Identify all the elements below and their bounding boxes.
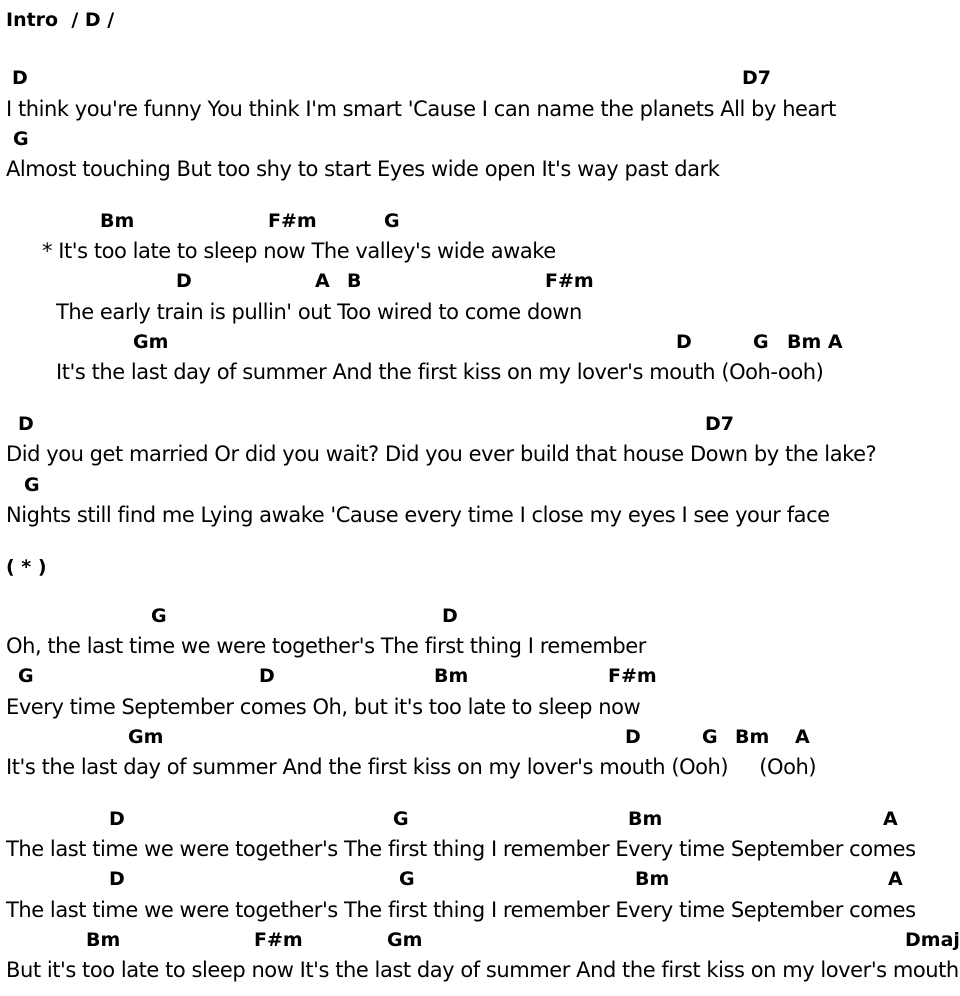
chord: Gm <box>133 331 169 353</box>
chord: G <box>151 605 167 627</box>
chord: G <box>18 665 34 687</box>
chord: D <box>442 605 458 627</box>
chord: D <box>259 665 275 687</box>
chord: B <box>347 270 362 292</box>
chord: Bm <box>628 808 663 830</box>
lyric-line: * It's too late to sleep now The valley's wide awake <box>42 239 556 263</box>
chord: Bm <box>635 868 670 890</box>
chord: D <box>676 331 692 353</box>
chord: Gm <box>128 726 164 748</box>
chord: D <box>18 413 34 435</box>
chord: F#m <box>268 210 317 232</box>
chord: A <box>883 808 898 830</box>
chord: D <box>176 270 192 292</box>
chord: F#m <box>608 665 657 687</box>
lyric-line: Oh, the last time we were together's The first thing I remember <box>6 634 646 658</box>
chord: G <box>384 210 400 232</box>
chord: G <box>393 808 409 830</box>
chord: D7 <box>742 67 771 89</box>
lyric-line: The early train is pullin' out Too wired to come down <box>56 300 582 324</box>
lyric-line: The last time we were together's The first thing I remember Every time September comes <box>6 898 916 922</box>
chord: G <box>13 128 29 150</box>
lyric-line: I think you're funny You think I'm smart 'Cause I can name the planets All by heart <box>6 97 836 121</box>
chord: Bm <box>735 726 770 748</box>
lyric-line: The last time we were together's The first thing I remember Every time September comes <box>6 837 916 861</box>
chord: G <box>24 474 40 496</box>
chord: A <box>888 868 903 890</box>
lyric-line: Every time September comes Oh, but it's too late to sleep now <box>6 695 641 719</box>
chorus-repeat-marker: ( * ) <box>6 556 47 578</box>
chord: Bm <box>86 929 121 951</box>
chord: F#m <box>545 270 594 292</box>
chord: Gm <box>387 929 423 951</box>
chord: D <box>12 67 28 89</box>
chord: G <box>702 726 718 748</box>
chord: D7 <box>705 413 734 435</box>
chord: Bm A <box>787 331 843 353</box>
chord: Bm <box>100 210 135 232</box>
chord: A <box>315 270 330 292</box>
lyric-line: But it's too late to sleep now It's the last day of summer And the first kiss on my lover's mouth <box>6 958 959 982</box>
chord: A <box>795 726 810 748</box>
chord: D <box>625 726 641 748</box>
chord: G <box>399 868 415 890</box>
lyric-line: It's the last day of summer And the first kiss on my lover's mouth (Ooh) (Ooh) <box>6 755 817 779</box>
chord: D <box>109 868 125 890</box>
chord: Dmaj <box>905 929 960 951</box>
intro-heading: Intro / D / <box>6 9 115 31</box>
chord: Bm <box>434 665 469 687</box>
lyric-line: Did you get married Or did you wait? Did you ever build that house Down by the lake? <box>6 442 877 466</box>
chord: F#m <box>254 929 303 951</box>
lyric-line: It's the last day of summer And the first kiss on my lover's mouth (Ooh-ooh) <box>56 360 824 384</box>
chord: D <box>109 808 125 830</box>
chord: G <box>753 331 769 353</box>
lyric-line: Almost touching But too shy to start Eyes wide open It's way past dark <box>6 157 720 181</box>
lyric-line: Nights still find me Lying awake 'Cause every time I close my eyes I see your face <box>6 503 830 527</box>
